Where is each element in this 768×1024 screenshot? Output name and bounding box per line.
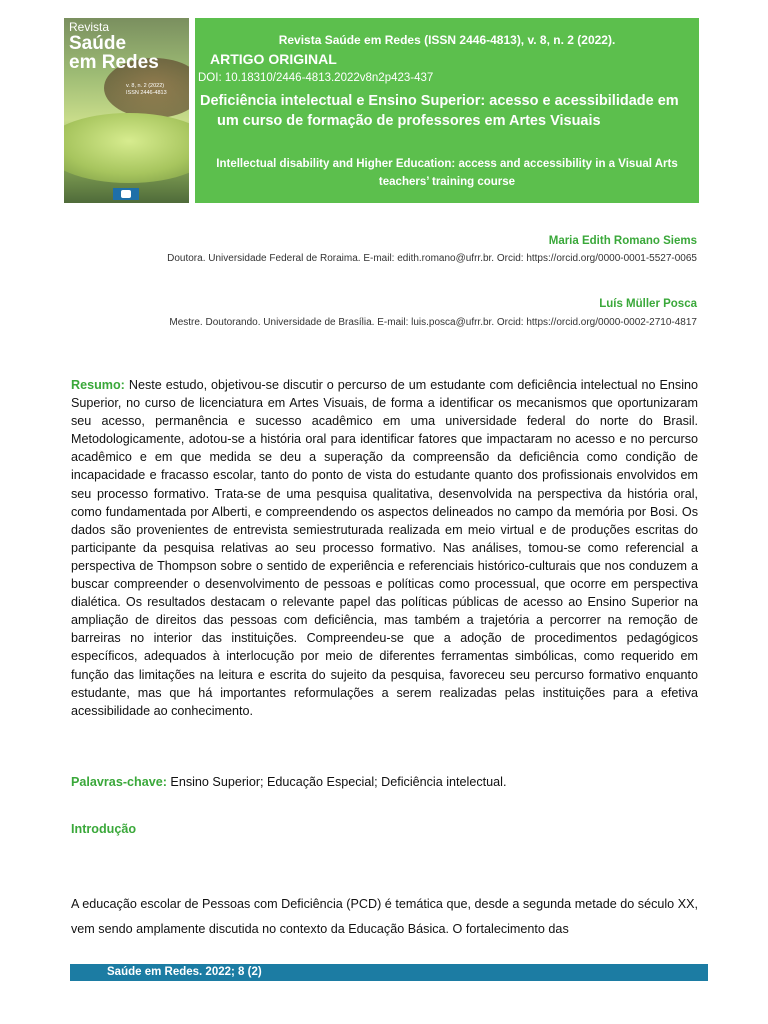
article-title-line2: um curso de formação de professores em Artes Visuais	[217, 113, 601, 129]
cover-title	[69, 34, 159, 72]
introduction-paragraph: A educação escolar de Pessoas com Deficiência (PCD) é temática que, desde a segunda metade do século XX, vem sendo amplamente discutida no contexto da Educação Básica. O fortalecimento das	[71, 897, 698, 936]
article-title-line1: Deficiência intelectual e Ensino Superior: acesso e acessibilidade em	[200, 93, 679, 109]
publisher-logo-icon	[113, 188, 139, 200]
cover-issue-info	[126, 83, 167, 97]
cover-title-line1: Revista	[69, 20, 110, 34]
english-title: Intellectual disability and Higher Education: access and accessibility in a Visual Arts teachers’ training course	[216, 158, 678, 188]
cover-volume: v. 8, n. 2 (2022)	[126, 83, 165, 89]
author-affiliation: Mestre. Doutorando. Universidade de Brasília. E-mail: luis.posca@ufrr.br. Orcid: https://orcid.org/0000-0002-2710-4817	[169, 317, 697, 328]
article-title	[200, 91, 696, 131]
author-name: Luís Müller Posca	[599, 298, 697, 310]
cover-issn: ISSN 2446-4813	[126, 90, 167, 96]
journal-cover-image	[64, 18, 189, 203]
doi-link[interactable]: DOI: 10.18310/2446-4813.2022v8n2p423-437	[198, 72, 434, 84]
article-header-banner	[195, 18, 699, 203]
abstract-text: Neste estudo, objetivou-se discutir o percurso de um estudante com deficiência intelectual no Ensino Superior, no curso de licenciatura em Artes Visuais, de forma a identificar os mecanismos que oportunizaram seu acesso, permanência e sucesso acadêmico em uma universidade federal do norte do Brasil. Metodologicamente, adotou-se a história oral para identificar fatores que impactaram no acesso e no percurso acadêmico e em que medida se deu a superação da compreensão da deficiência como condição de incapacidade e fracasso escolar, tanto do ponto de vista do estudante quanto dos profissionais envolvidos em seu processo formativo. Trata-se de uma pesquisa qualitativa, desenvolvida na perspectiva da história oral, como fundamentada por Alberti, e compreendendo os aspectos delineados no campo da memória por Bosi. Os dados são provenientes de entrevista semiestruturada realizada em meio virtual e de produções escritas do participante da pesquisa relativas ao seu processo formativo. Nas análises, tomou-se como referencial a perspectiva de Thompson sobre o sentido de experiência e referenciais histórico-culturais que nos conduzem a buscar compreender o desenvolvimento de pessoas e políticas como processual, que ocorre em perspectiva dialética. Os resultados destacam o relevante papel das políticas públicas de acesso ao Ensino Superior na ampliação de direitos das pessoas com deficiência, mas também a trajetória a percorrer na remoção de barreiras no interior das instituições. Compreendeu-se que a adoção de procedimentos pedagógicos específicos, adequados à interlocução por meio de diferentes ferramentas simbólicas, como requerido em função das limitações na leitura e escrita do sujeito da pesquisa, favoreceu seu percurso formativo enquanto estudante, mas que há importantes reformulações a serem realizadas pelas instituições para a efetiva acessibilidade ao conhecimento.	[71, 378, 698, 718]
abstract-label: Resumo:	[71, 378, 125, 392]
author-name: Maria Edith Romano Siems	[548, 235, 697, 247]
article-type: ARTIGO ORIGINAL	[210, 51, 337, 67]
cover-title-line3: em Redes	[69, 52, 159, 73]
keywords-text: Ensino Superior; Educação Especial; Deficiência intelectual.	[170, 775, 507, 789]
cover-leaf-green	[64, 113, 189, 183]
footer-citation: Saúde em Redes. 2022; 8 (2)	[107, 966, 262, 978]
cover-title-line2: Saúde	[69, 33, 127, 54]
abstract	[71, 376, 698, 720]
keywords-label: Palavras-chave:	[71, 775, 167, 789]
journal-citation: Revista Saúde em Redes (ISSN 2446-4813), v. 8, n. 2 (2022).	[278, 33, 616, 47]
author-affiliation: Doutora. Universidade Federal de Roraima. E-mail: edith.romano@ufrr.br. Orcid: https://orcid.org/0000-0001-5527-0065	[167, 253, 697, 264]
page-footer	[70, 964, 708, 981]
section-heading-introduction: Introdução	[71, 822, 137, 836]
keywords	[71, 775, 506, 789]
